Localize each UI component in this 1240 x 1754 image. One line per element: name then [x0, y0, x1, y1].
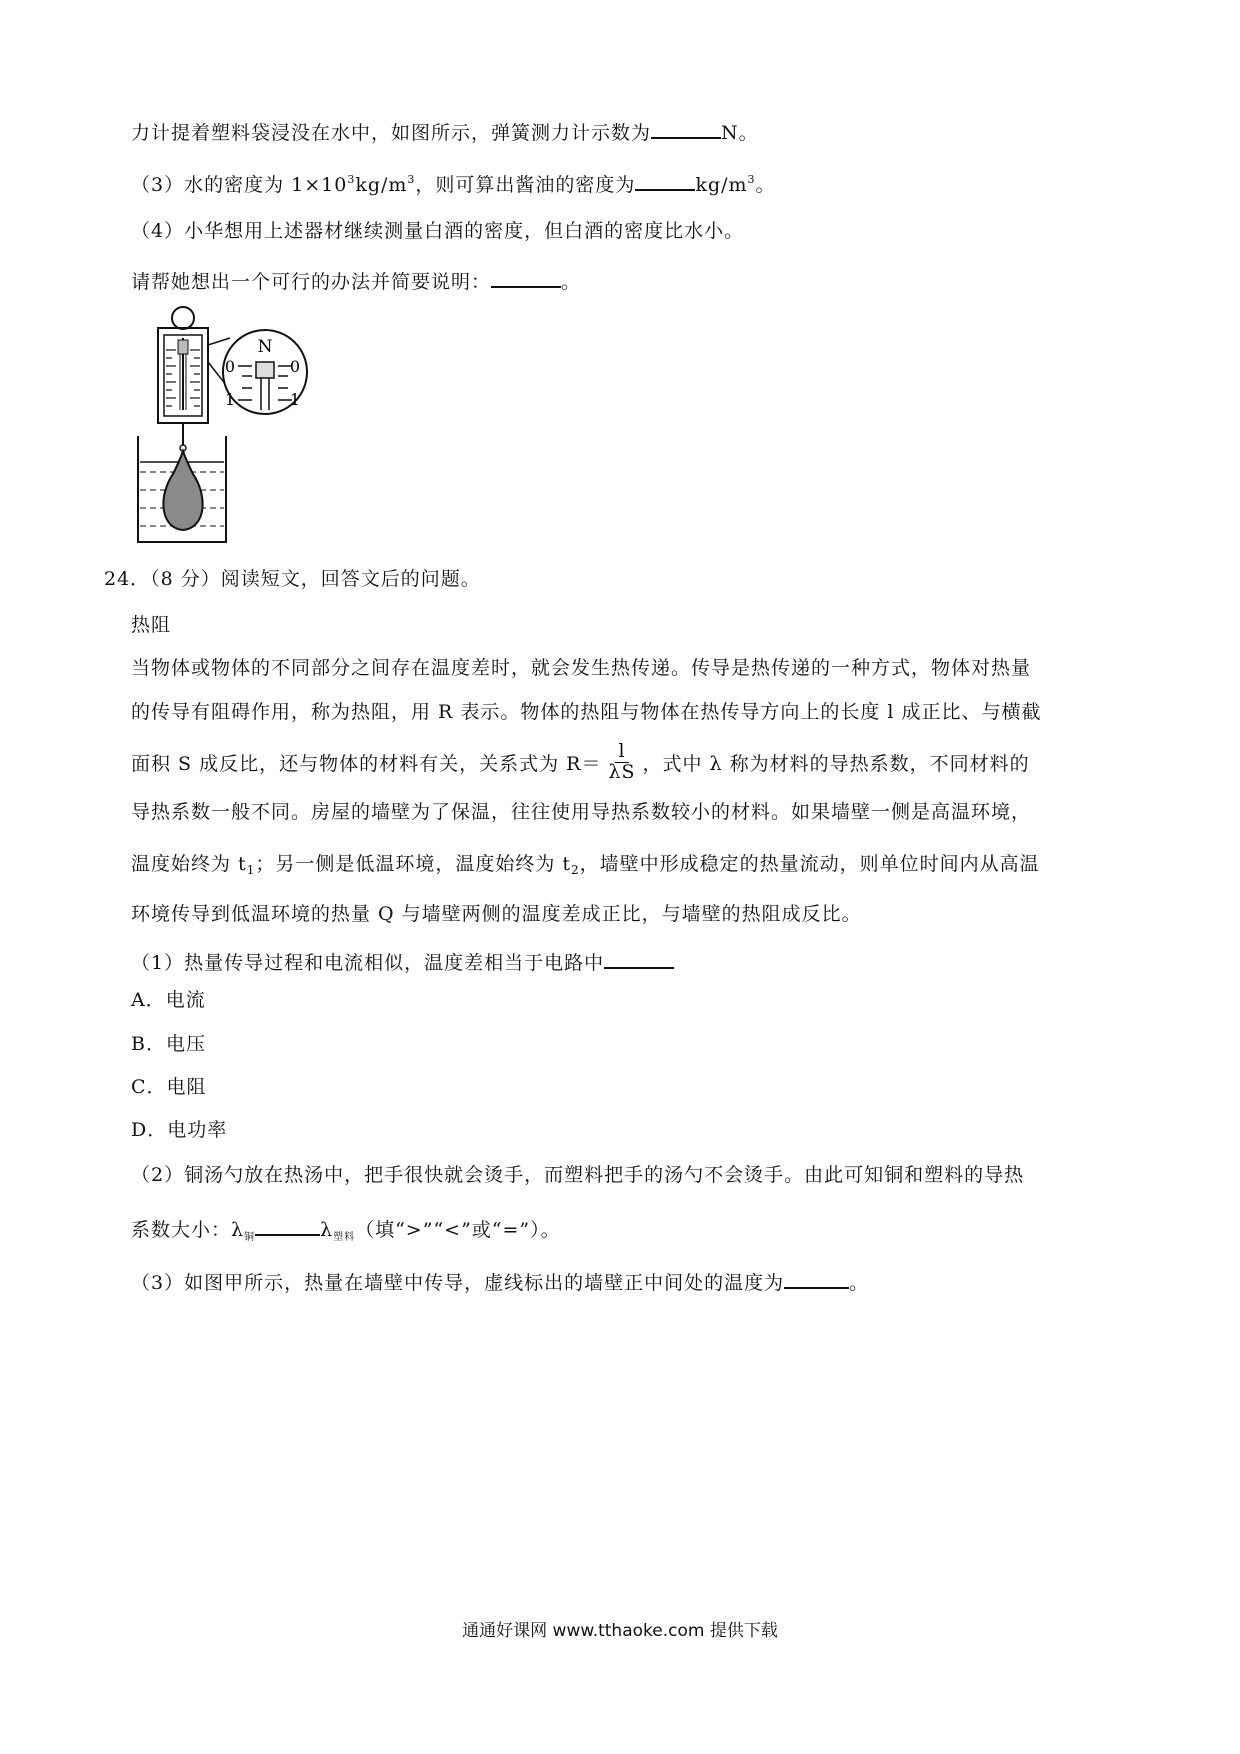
q24-para-line5 [131, 855, 1040, 876]
q23-p4-end: 。 [561, 271, 582, 293]
figure-unit-label: N [257, 337, 273, 357]
q23-line1 [131, 119, 759, 143]
q24-sub1-text: （1）热量传导过程和电流相似，温度差相当于电路中 [131, 952, 605, 974]
q23-p3-unit: kg/m [355, 174, 408, 196]
option-c[interactable]: C．电阻 [131, 1076, 207, 1098]
q24-heading: 24．（8 分）阅读短文，回答文后的问题。 [104, 568, 481, 590]
answer-blank[interactable] [784, 1269, 849, 1289]
thermal-resistance-formula [605, 742, 638, 783]
q24-para-line5-a: 温度始终为 t [131, 853, 247, 875]
answer-blank[interactable] [255, 1216, 320, 1236]
figure-one-left: 1 [224, 390, 236, 409]
q24-para-line4: 导热系数一般不同。房屋的墙壁为了保温，往往使用导热系数较小的材料。如果墙壁一侧是高温环境， [131, 801, 1032, 823]
q24-para-line3-end: ，式中 λ 称为材料的导热系数，不同材料的 [642, 752, 1030, 775]
q24-title: 热阻 [131, 614, 172, 636]
q23-p3-exp: 3 [347, 173, 356, 186]
t2-subscript: 2 [571, 863, 580, 877]
q23-line1-text: 力计提着塑料袋浸没在水中，如图所示，弹簧测力计示数为 [131, 122, 652, 144]
q23-part4 [131, 222, 744, 241]
q23-line1-unit: N。 [721, 122, 759, 144]
formula-denominator: λS [608, 760, 636, 783]
q23-p3-answer-unit: kg/m [695, 174, 748, 196]
q24-sub1 [131, 949, 674, 973]
q24-sub2-lambda-copper: 系数大小：λ [131, 1219, 245, 1241]
q24-sub2-lambda-plastic: λ [320, 1219, 334, 1241]
answer-blank[interactable] [651, 119, 721, 139]
q24-sub2-fill-hint: （填“>”“<”或“=”）。 [355, 1219, 561, 1241]
answer-blank[interactable] [635, 171, 695, 191]
q23-p3-answer-unit-exp: 3 [747, 173, 756, 186]
answer-blank[interactable] [491, 268, 561, 288]
q24-sub2-line1: （2）铜汤勺放在热汤中，把手很快就会烫手，而塑料把手的汤勺不会烫手。由此可知铜和塑料的导热 [131, 1164, 1025, 1186]
q23-p3-end: 。 [755, 174, 776, 196]
q23-part3 [131, 171, 776, 195]
answer-blank[interactable] [604, 949, 674, 969]
t1-subscript: 1 [246, 863, 256, 877]
page-footer: 通通好课网 www.tthaoke.com 提供下载 [462, 1621, 778, 1641]
q24-para-line6: 环境传导到低温环境的热量 Q 与墙壁两侧的温度差成正比，与墙壁的热阻成反比。 [131, 903, 862, 925]
q23-part4-ask [131, 268, 581, 292]
q24-sub3 [131, 1269, 869, 1293]
option-b[interactable]: B．电压 [131, 1033, 206, 1055]
q24-sub3-end: 。 [849, 1272, 870, 1294]
figure-zero-left: 0 [224, 357, 236, 376]
q24-para-line2: 的传导有阻碍作用，称为热阻，用 R 表示。物体的热阻与物体在热传导方向上的长度 l 成正比、与横截 [131, 701, 1042, 723]
option-d[interactable]: D．电功率 [131, 1119, 228, 1141]
q24-para-line5-c: ，墙壁中形成稳定的热量流动，则单位时间内从高温 [579, 853, 1040, 875]
formula-numerator: l [615, 742, 628, 763]
q24-para-line1: 当物体或物体的不同部分之间存在温度差时，就会发生热传递。传导是热传递的一种方式，物体对热量 [131, 657, 1032, 679]
q24-para-line3 [131, 740, 1030, 785]
q23-p3-unit-exp: 3 [407, 173, 416, 186]
q24-sub2-line2 [131, 1216, 561, 1243]
q23-p4-ask: 请帮她想出一个可行的办法并简要说明： [131, 271, 492, 293]
q23-p4-text: （4）小华想用上述器材继续测量白酒的密度，但白酒的密度比水小。 [131, 220, 745, 242]
q23-p3-prefix: （3）水的密度为 1×10 [131, 174, 348, 196]
q24-para-line5-b: ；另一侧是低温环境，温度始终为 t [255, 853, 572, 875]
spring-scale-figure [130, 300, 330, 550]
figure-zero-right: 0 [289, 357, 301, 376]
q24-sub3-text: （3）如图甲所示，热量在墙壁中传导，虚线标出的墙壁正中间处的温度为 [131, 1272, 785, 1294]
figure-one-right: 1 [289, 390, 301, 409]
plastic-subscript: 塑料 [333, 1232, 356, 1243]
option-a[interactable]: A．电流 [131, 989, 206, 1011]
q23-p3-after: ，则可算出酱油的密度为 [415, 174, 636, 196]
copper-subscript: 铜 [244, 1232, 256, 1243]
q24-para-line3-start: 面积 S 成反比，还与物体的材料有关，关系式为 R＝ [131, 752, 602, 775]
